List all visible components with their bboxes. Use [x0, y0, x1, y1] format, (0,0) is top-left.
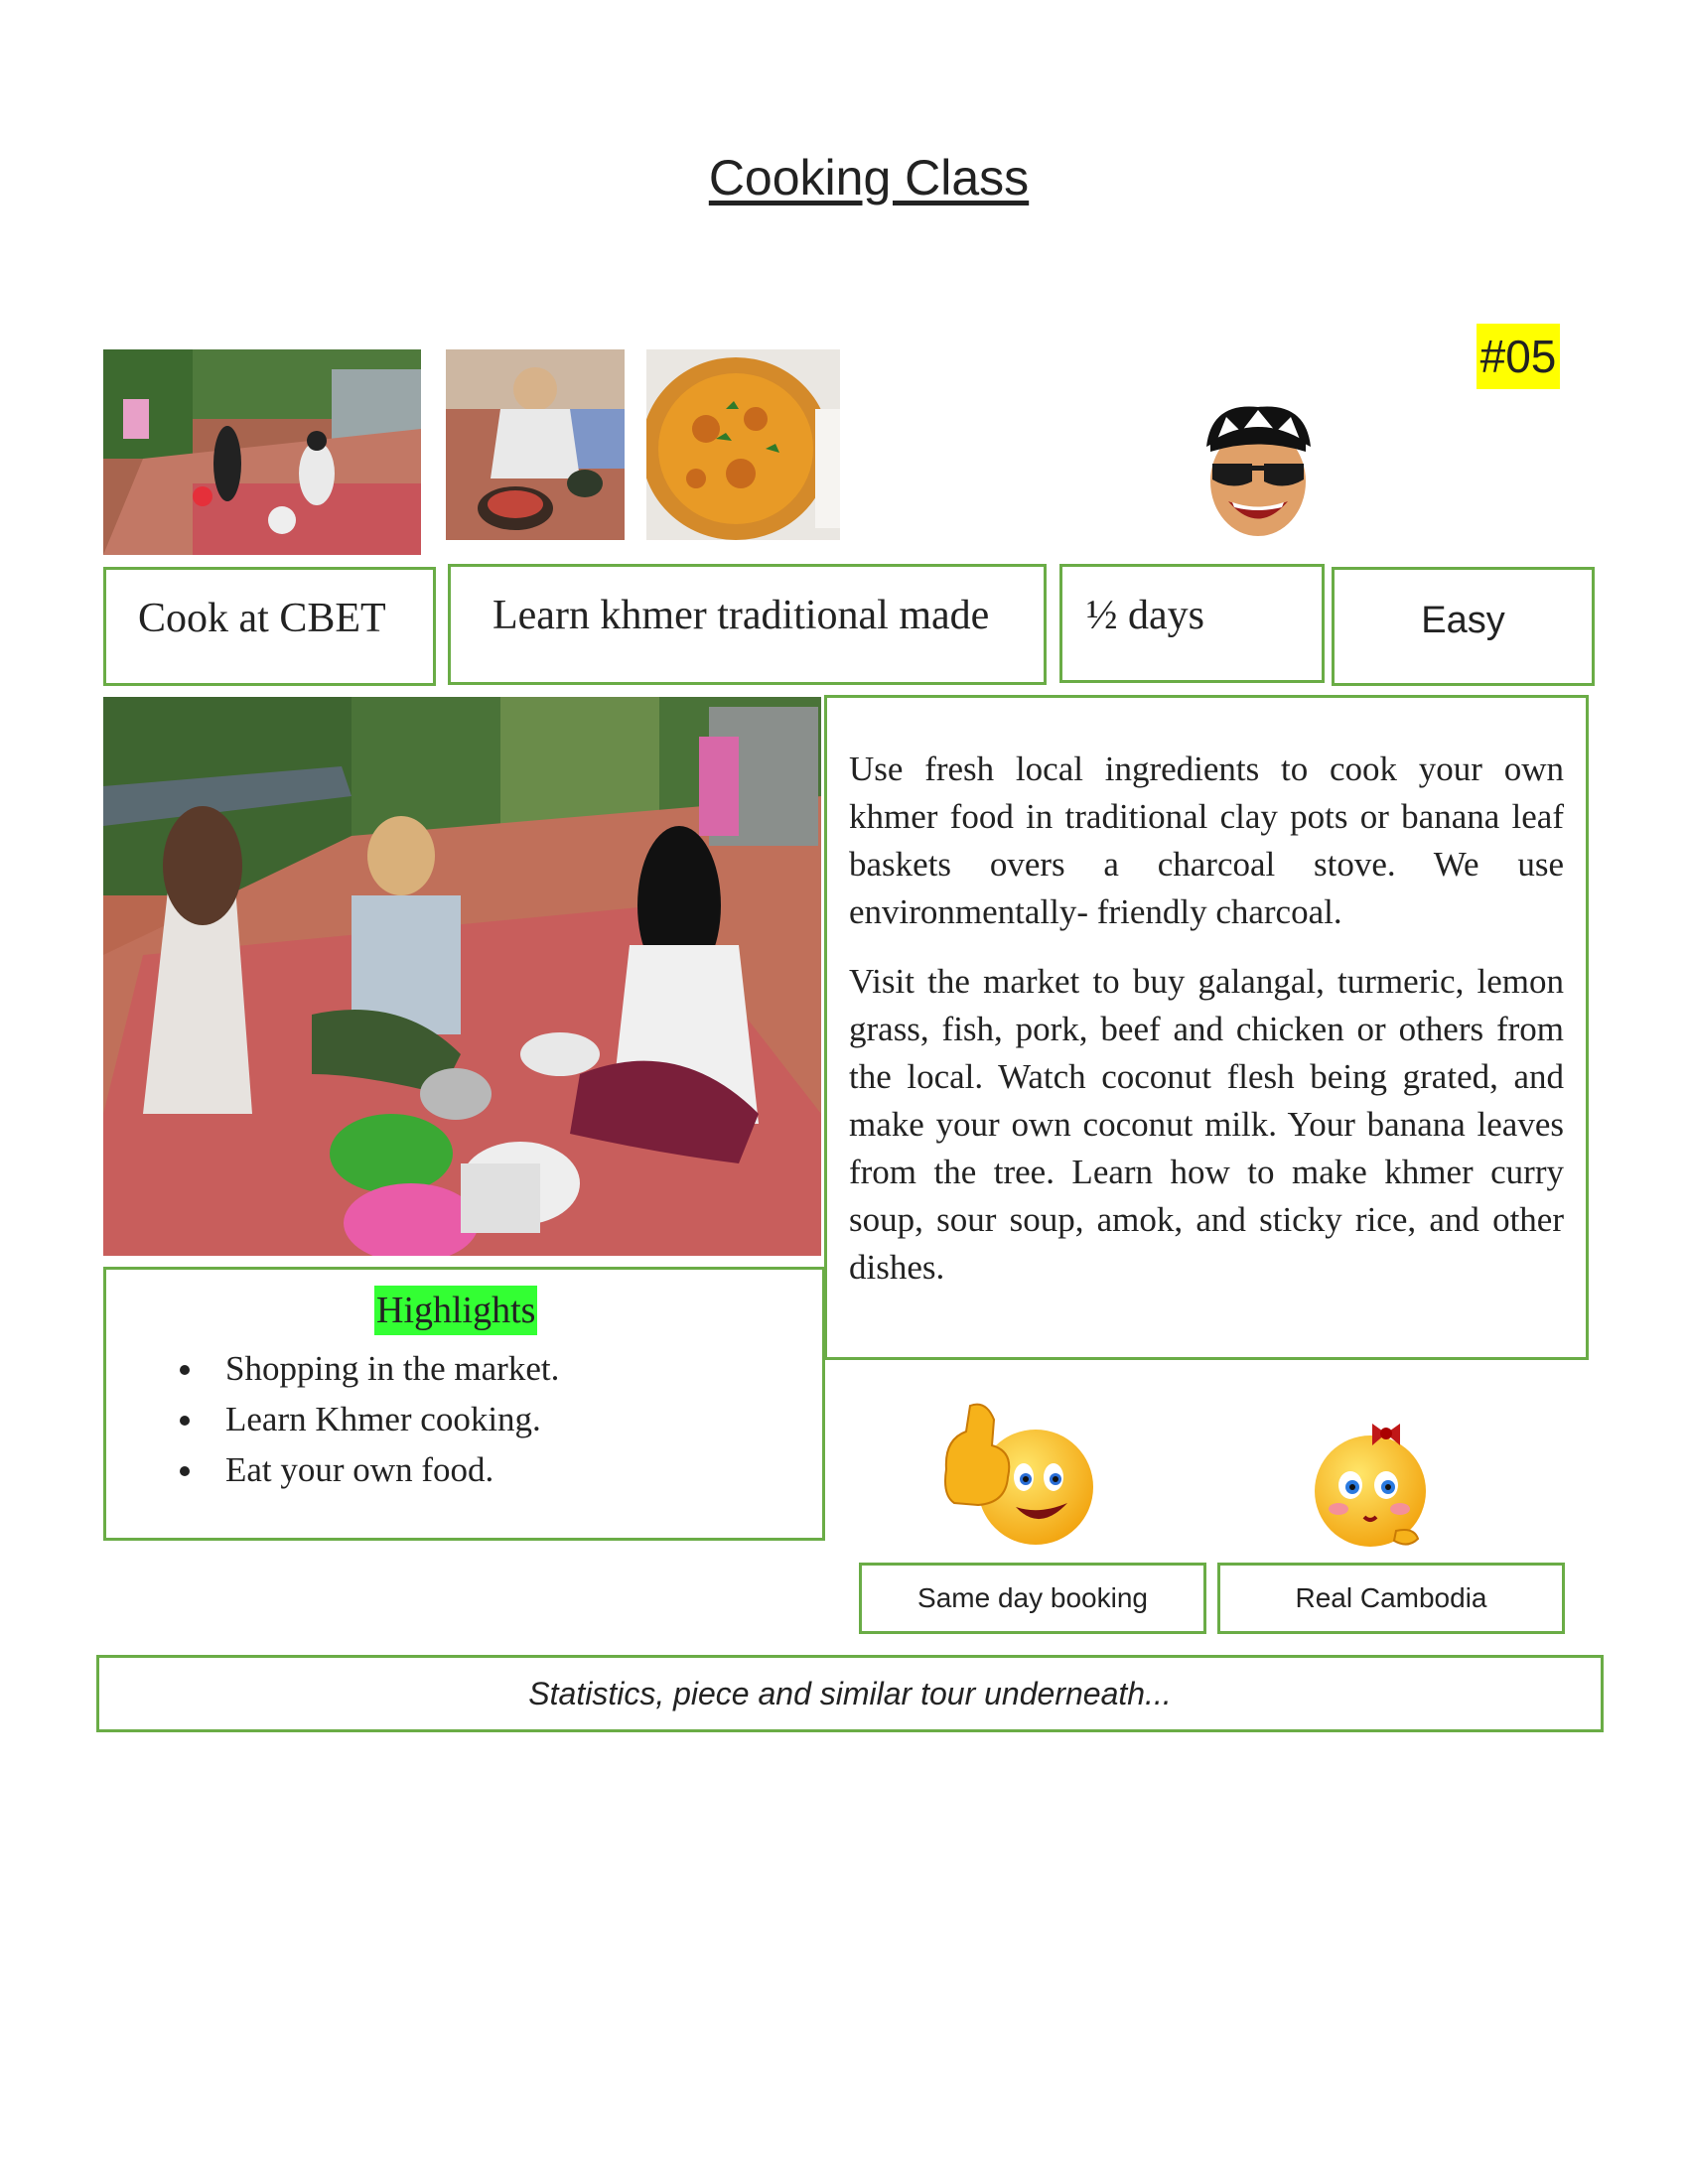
location-text: Cook at CBET: [138, 596, 386, 641]
highlights-list: [126, 1343, 559, 1495]
photo-cooking-floor: [103, 349, 421, 555]
photo-grinding: [446, 349, 625, 540]
description-box: [824, 695, 1589, 1360]
location-box: [103, 567, 436, 686]
difficulty-box: [1332, 567, 1595, 686]
real-cambodia-badge: [1217, 1563, 1565, 1634]
same-day-booking-badge: [859, 1563, 1206, 1634]
activity-text: Learn khmer traditional made: [492, 593, 990, 638]
flirty-emoji-icon: [1309, 1420, 1438, 1549]
footer-text: Statistics, piece and similar tour underneath...: [528, 1676, 1172, 1711]
photo-cooking-group: [103, 697, 821, 1256]
list-item: Learn Khmer cooking.: [126, 1394, 559, 1444]
same-day-booking-text: Same day booking: [917, 1582, 1148, 1613]
highlights-box: [103, 1267, 825, 1541]
page-title: Cooking Class: [708, 150, 1030, 205]
difficulty-text: Easy: [1421, 600, 1505, 641]
description-paragraph-1: Use fresh local ingredients to cook your own khmer food in traditional clay pots or banana leaf baskets overs a charcoal stove. We use environmentally- friendly charcoal.: [849, 750, 1564, 931]
tour-number-tag: #05: [1477, 324, 1560, 389]
duration-box: [1059, 564, 1325, 683]
duration-text: ½ days: [1086, 593, 1204, 638]
description-paragraph-2: Visit the market to buy galangal, turmeric, lemon grass, fish, pork, beef and chicken or others from the local. Watch coconut flesh being grated, and make your own coconut milk. Your banana leaves from the tree. Learn how to make khmer curry soup, sour soup, amok, and sticky rice, and other dishes.: [849, 962, 1564, 1287]
real-cambodia-text: Real Cambodia: [1295, 1582, 1487, 1613]
footer-note: [96, 1655, 1604, 1732]
photo-curry-bowl: [646, 349, 840, 540]
cartoon-face-icon: [1196, 402, 1321, 541]
list-item: Eat your own food.: [126, 1444, 559, 1495]
thumbs-up-emoji-icon: [936, 1400, 1095, 1549]
activity-box: [448, 564, 1047, 685]
highlights-title: Highlights: [374, 1286, 537, 1335]
list-item: Shopping in the market.: [126, 1343, 559, 1394]
